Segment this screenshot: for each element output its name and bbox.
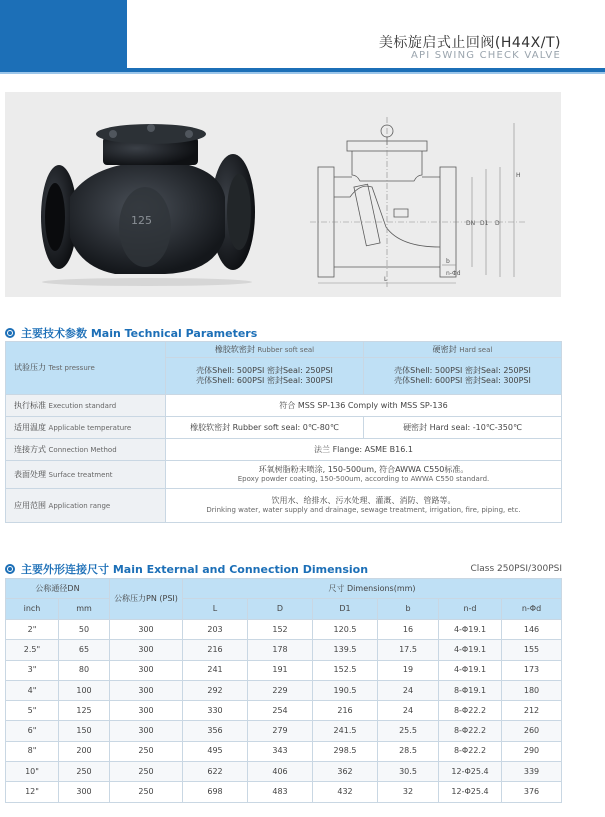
- section-bullet-icon: [5, 328, 15, 338]
- table-row: [6, 417, 562, 439]
- table-cell: 178: [248, 640, 313, 660]
- label-cn: 适用温度: [14, 422, 46, 432]
- table-cell: 229: [248, 680, 313, 700]
- table-cell: 216: [313, 701, 378, 721]
- table-cell: 8-Φ22.2: [439, 701, 502, 721]
- table-cell: 4": [6, 680, 59, 700]
- table-cell: 698: [183, 782, 248, 802]
- table-cell: 4-Φ19.1: [439, 660, 502, 680]
- table-row: [6, 741, 562, 761]
- drawing-label-d1: D1: [480, 220, 489, 227]
- hard-seal-pressures: [364, 358, 562, 395]
- label-en: Test pressure: [48, 364, 95, 372]
- hard-seal-header: [364, 342, 562, 358]
- table-cell: 241: [183, 660, 248, 680]
- col-d1: D1: [313, 599, 378, 620]
- table-cell: 8-Φ22.2: [439, 741, 502, 761]
- table-cell: 19: [378, 660, 439, 680]
- col-pn: 公称压力PN (PSI): [110, 579, 183, 620]
- soft-seal-cn: 橡胶软密封: [214, 344, 255, 354]
- tech-params-table: [5, 341, 562, 523]
- class-note: Class 250PSI/300PSI: [470, 564, 562, 574]
- table-cell: 254: [248, 701, 313, 721]
- hard-seal-cn: 硬密封: [432, 344, 457, 354]
- table-cell: 250: [59, 762, 110, 782]
- table-cell: 2.5": [6, 640, 59, 660]
- table-header-row: [6, 579, 562, 599]
- table-cell: 100: [59, 680, 110, 700]
- table-cell: 376: [502, 782, 562, 802]
- table-cell: 216: [183, 640, 248, 660]
- application-value-en: Drinking water, water supply and drainage, sewage treatment, irrigation, fire, piping, etc.: [206, 506, 521, 515]
- table-cell: 3": [6, 660, 59, 680]
- table-cell: 300: [110, 660, 183, 680]
- test-pressure-label: [6, 342, 166, 395]
- table-cell: 5": [6, 701, 59, 721]
- table-cell: 200: [59, 741, 110, 761]
- dimension-table-body: [6, 620, 562, 803]
- table-cell: 173: [502, 660, 562, 680]
- table-cell: 146: [502, 620, 562, 640]
- table-cell: 139.5: [313, 640, 378, 660]
- table-cell: 24: [378, 680, 439, 700]
- table-cell: 4-Φ19.1: [439, 620, 502, 640]
- table-cell: 300: [110, 680, 183, 700]
- label-cn: 试验压力: [14, 363, 46, 372]
- soft-seal-pressures: [166, 358, 364, 395]
- table-row: [6, 660, 562, 680]
- table-cell: 300: [110, 701, 183, 721]
- table-cell: 250: [110, 741, 183, 761]
- table-cell: 300: [110, 721, 183, 741]
- application-value: [166, 489, 562, 523]
- valve-photo: [25, 102, 270, 287]
- table-row: [6, 489, 562, 523]
- label-en: Surface treatment: [48, 470, 113, 479]
- col-l: L: [183, 599, 248, 620]
- valve-technical-drawing: [290, 97, 545, 292]
- table-cell: 10": [6, 762, 59, 782]
- table-cell: 65: [59, 640, 110, 660]
- table-cell: 80: [59, 660, 110, 680]
- drawing-label-nd: n-Φd: [446, 270, 461, 277]
- table-cell: 125: [59, 701, 110, 721]
- soft-seal-header: [166, 342, 364, 358]
- label-cn: 表面处理: [14, 469, 46, 479]
- table-cell: 622: [183, 762, 248, 782]
- table-cell: 28.5: [378, 741, 439, 761]
- table-cell: 343: [248, 741, 313, 761]
- label-cn: 执行标准: [14, 400, 46, 410]
- table-cell: 8": [6, 741, 59, 761]
- label-en: Application range: [48, 501, 111, 510]
- table-cell: 279: [248, 721, 313, 741]
- dimension-section-title-text: 主要外形连接尺寸 Main External and Connection Dimension: [21, 563, 369, 576]
- connection-label: [6, 439, 166, 461]
- table-cell: 298.5: [313, 741, 378, 761]
- hard-seal-line-1: 壳体Shell: 500PSI 密封Seal: 250PSI: [394, 366, 531, 375]
- table-cell: 212: [502, 701, 562, 721]
- table-cell: 300: [110, 620, 183, 640]
- table-cell: 50: [59, 620, 110, 640]
- table-cell: 24: [378, 701, 439, 721]
- table-cell: 292: [183, 680, 248, 700]
- soft-seal-line-2: 壳体Shell: 600PSI 密封Seal: 300PSI: [196, 376, 333, 385]
- product-title-cn: 美标旋启式止回阀(H44X/T): [378, 35, 561, 51]
- label-en: Connection Method: [48, 445, 117, 454]
- table-row: [6, 342, 562, 358]
- surface-value-en: Epoxy powder coating, 150-500um, according to AWWA C550 standard.: [237, 475, 490, 484]
- product-title-en: API SWING CHECK VALVE: [410, 50, 561, 61]
- table-row: [6, 782, 562, 802]
- label-cn: 应用范围: [14, 500, 46, 510]
- table-cell: 8-Φ19.1: [439, 680, 502, 700]
- table-cell: 203: [183, 620, 248, 640]
- drawing-label-b: b: [446, 258, 450, 265]
- surface-value: [166, 461, 562, 489]
- table-cell: 406: [248, 762, 313, 782]
- table-cell: 12-Φ25.4: [439, 782, 502, 802]
- header-divider-light: [0, 72, 605, 74]
- label-en: Execution standard: [48, 401, 117, 410]
- col-nd: n-d: [439, 599, 502, 620]
- table-cell: 339: [502, 762, 562, 782]
- table-cell: 250: [110, 762, 183, 782]
- table-row: [6, 680, 562, 700]
- table-cell: 190.5: [313, 680, 378, 700]
- temperature-hard-value: 硬密封 Hard seal: -10℃-350℃: [364, 417, 562, 439]
- drawing-label-l: L: [384, 276, 388, 283]
- table-cell: 300: [110, 640, 183, 660]
- table-cell: 6": [6, 721, 59, 741]
- table-cell: 241.5: [313, 721, 378, 741]
- application-label: [6, 489, 166, 523]
- application-value-cn: 饮用水、给排水、污水处理、灌溉、消防、管路等。: [271, 496, 456, 506]
- table-cell: 260: [502, 721, 562, 741]
- label-cn: 连接方式: [14, 444, 46, 454]
- brand-color-block: [0, 0, 127, 72]
- table-cell: 150: [59, 721, 110, 741]
- table-cell: 483: [248, 782, 313, 802]
- product-image-panel: [5, 92, 561, 297]
- drawing-label-h: H: [516, 172, 521, 179]
- table-cell: 30.5: [378, 762, 439, 782]
- table-header-row: [6, 599, 562, 620]
- tech-section-title-text: 主要技术参数 Main Technical Parameters: [21, 327, 258, 340]
- table-cell: 120.5: [313, 620, 378, 640]
- table-cell: 290: [502, 741, 562, 761]
- table-cell: 25.5: [378, 721, 439, 741]
- table-cell: 356: [183, 721, 248, 741]
- table-row: [6, 620, 562, 640]
- table-cell: 180: [502, 680, 562, 700]
- col-mm: mm: [59, 599, 110, 620]
- label-en: Applicable temperature: [48, 423, 132, 432]
- standard-label: [6, 395, 166, 417]
- table-cell: 4-Φ19.1: [439, 640, 502, 660]
- table-row: [6, 762, 562, 782]
- page-header: [0, 0, 605, 78]
- surface-label: [6, 461, 166, 489]
- valve-body-marking: 125: [131, 214, 152, 227]
- hard-seal-line-2: 壳体Shell: 600PSI 密封Seal: 300PSI: [394, 376, 531, 385]
- table-row: [6, 461, 562, 489]
- section-bullet-icon: [5, 564, 15, 574]
- drawing-label-d: D: [495, 220, 500, 227]
- table-row: [6, 721, 562, 741]
- col-phid: n-Φd: [502, 599, 562, 620]
- table-cell: 250: [110, 782, 183, 802]
- connection-value: 法兰 Flange: ASME B16.1: [166, 439, 562, 461]
- table-cell: 330: [183, 701, 248, 721]
- dimension-table: [5, 578, 562, 803]
- drawing-label-dn: DN: [466, 220, 476, 227]
- table-row: [6, 395, 562, 417]
- table-cell: 152: [248, 620, 313, 640]
- temperature-label: [6, 417, 166, 439]
- table-row: [6, 640, 562, 660]
- table-cell: 17.5: [378, 640, 439, 660]
- soft-seal-line-1: 壳体Shell: 500PSI 密封Seal: 250PSI: [196, 366, 333, 375]
- table-cell: 2": [6, 620, 59, 640]
- table-cell: 155: [502, 640, 562, 660]
- surface-value-cn: 环氧树脂粉末喷涂, 150-500um, 符合AWWA C550标准。: [258, 465, 469, 475]
- table-cell: 8-Φ22.2: [439, 721, 502, 741]
- temperature-soft-value: 橡胶软密封 Rubber soft seal: 0℃-80℃: [166, 417, 364, 439]
- standard-value: 符合 MSS SP-136 Comply with MSS SP-136: [166, 395, 562, 417]
- table-cell: 495: [183, 741, 248, 761]
- col-dn: 公称通径DN: [6, 579, 110, 599]
- col-inch: inch: [6, 599, 59, 620]
- table-cell: 362: [313, 762, 378, 782]
- hard-seal-en: Hard seal: [459, 345, 493, 354]
- soft-seal-en: Rubber soft seal: [257, 345, 315, 354]
- table-row: [6, 701, 562, 721]
- col-dimensions: 尺寸 Dimensions(mm): [183, 579, 562, 599]
- table-cell: 152.5: [313, 660, 378, 680]
- table-cell: 16: [378, 620, 439, 640]
- table-cell: 12-Φ25.4: [439, 762, 502, 782]
- table-cell: 12": [6, 782, 59, 802]
- table-cell: 32: [378, 782, 439, 802]
- col-d: D: [248, 599, 313, 620]
- col-b: b: [378, 599, 439, 620]
- table-cell: 432: [313, 782, 378, 802]
- table-cell: 300: [59, 782, 110, 802]
- dimension-section-title: [5, 561, 368, 577]
- table-cell: 191: [248, 660, 313, 680]
- table-row: [6, 439, 562, 461]
- tech-section-title: [5, 325, 257, 341]
